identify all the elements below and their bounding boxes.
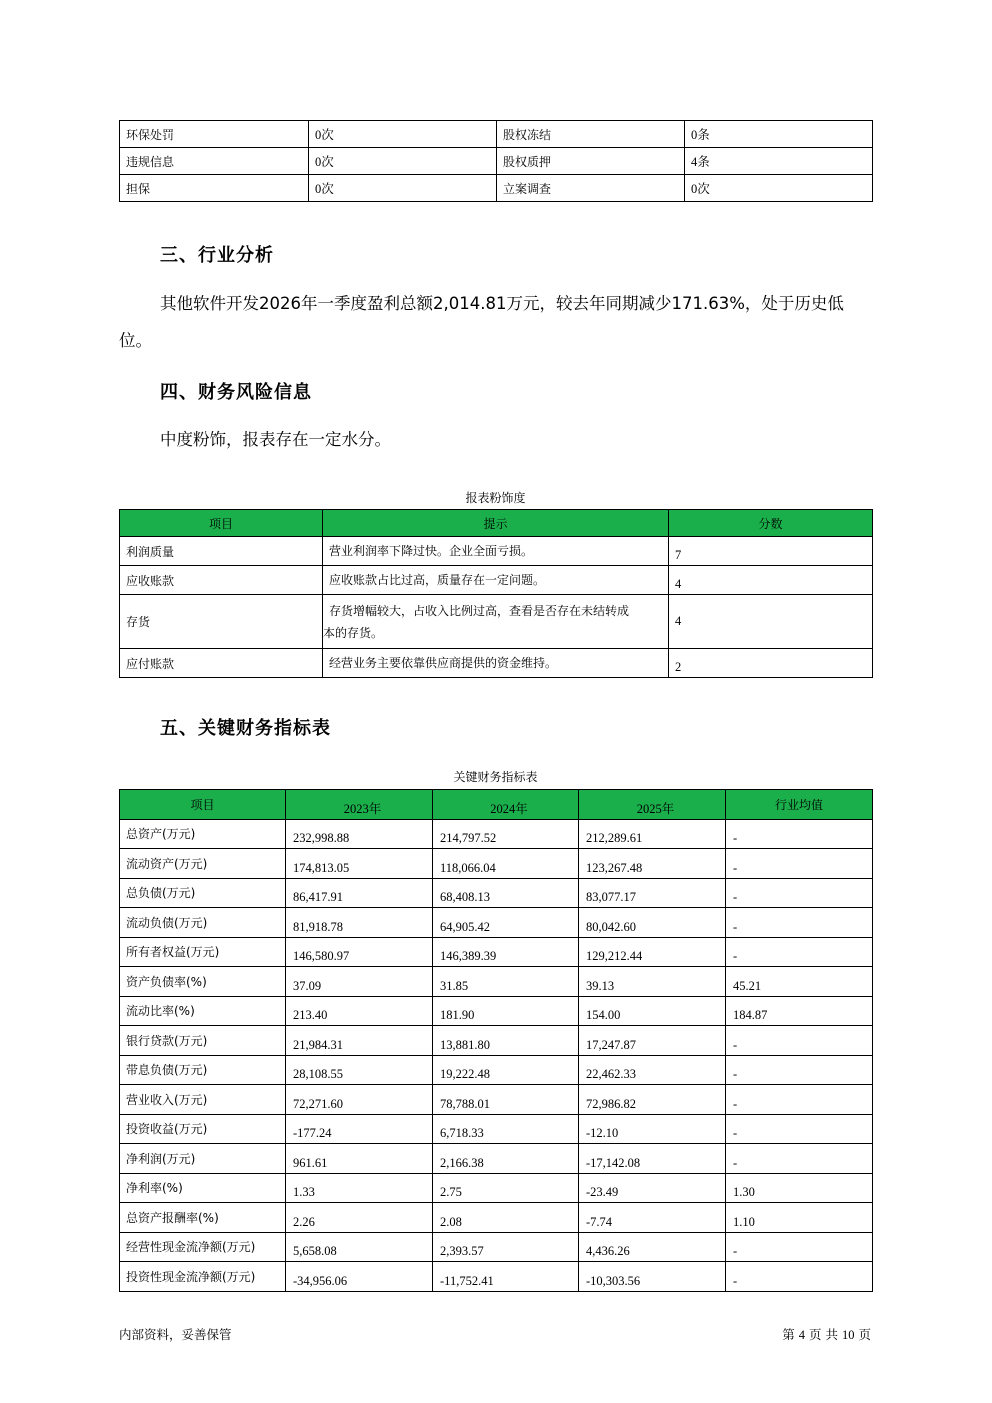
footer-page-number	[782, 1325, 871, 1343]
indicator-label: 营业收入(万元)	[120, 1085, 286, 1115]
risk-item: 存货	[120, 595, 323, 649]
column-header: 提示	[323, 510, 669, 537]
table-row	[120, 566, 873, 595]
indicator-value: 19,222.48	[433, 1055, 579, 1085]
indicator-value: 961.61	[286, 1144, 433, 1174]
info-value: 0次	[309, 148, 497, 175]
info-label: 违规信息	[120, 148, 309, 175]
page-prefix: 第	[782, 1327, 795, 1342]
indicator-value: -7.74	[579, 1203, 726, 1233]
column-header: 行业均值	[726, 790, 873, 820]
indicator-value: -	[726, 819, 873, 849]
indicator-value: -	[726, 937, 873, 967]
info-value: 4条	[685, 148, 873, 175]
column-header: 分数	[669, 510, 873, 537]
indicator-value: 232,998.88	[286, 819, 433, 849]
info-label: 立案调查	[497, 175, 685, 202]
indicator-value: 1.30	[726, 1173, 873, 1203]
indicator-label: 总负债(万元)	[120, 878, 286, 908]
indicator-label: 投资收益(万元)	[120, 1114, 286, 1144]
info-value: 0次	[309, 121, 497, 148]
table-row	[120, 649, 873, 678]
risk-score: 4	[669, 566, 873, 595]
financial-risk-paragraph: 中度粉饰，报表存在一定水分。	[160, 430, 391, 449]
industry-paragraph-line2: 位。	[119, 331, 152, 350]
indicator-value: 129,212.44	[579, 937, 726, 967]
indicator-label: 投资性现金流净额(万元)	[120, 1262, 286, 1292]
section-heading-key-indicators: 五、关键财务指标表	[160, 718, 331, 739]
column-header: 2025年	[579, 790, 726, 820]
indicator-value: 17,247.87	[579, 1026, 726, 1056]
table-row	[120, 595, 873, 649]
risk-event-table	[119, 120, 873, 202]
indicator-label: 总资产(万元)	[120, 819, 286, 849]
risk-score: 4	[669, 595, 873, 649]
indicator-label: 经营性现金流净额(万元)	[120, 1232, 286, 1262]
window-dressing-table	[119, 509, 873, 678]
table-row	[120, 819, 873, 849]
indicator-value: -	[726, 908, 873, 938]
column-header: 项目	[120, 790, 286, 820]
table-row	[120, 937, 873, 967]
table-row	[120, 121, 873, 148]
indicator-value: -17,142.08	[579, 1144, 726, 1174]
indicator-value: 1.10	[726, 1203, 873, 1233]
indicator-value: -	[726, 1114, 873, 1144]
table-caption: 关键财务指标表	[453, 770, 538, 784]
indicator-value: 86,417.91	[286, 878, 433, 908]
section-heading-financial-risk: 四、财务风险信息	[160, 382, 312, 403]
table-row	[120, 1085, 873, 1115]
indicator-value: 28,108.55	[286, 1055, 433, 1085]
indicator-value: -23.49	[579, 1173, 726, 1203]
risk-hint-line: 存货增幅较大，占收入比例过高，查看是否存在未结转成	[329, 603, 630, 618]
page-current: 4	[798, 1328, 806, 1342]
indicator-value: 31.85	[433, 967, 579, 997]
column-header: 2024年	[433, 790, 579, 820]
key-financial-indicators-table	[119, 789, 873, 1292]
indicator-value: 39.13	[579, 967, 726, 997]
indicator-value: -	[726, 1144, 873, 1174]
indicator-value: 80,042.60	[579, 908, 726, 938]
info-value: 0次	[309, 175, 497, 202]
info-label: 股权冻结	[497, 121, 685, 148]
indicator-value: 213.40	[286, 996, 433, 1026]
indicator-value: 2.26	[286, 1203, 433, 1233]
indicator-value: 22,462.33	[579, 1055, 726, 1085]
indicator-value: 5,658.08	[286, 1232, 433, 1262]
risk-hint	[323, 595, 669, 649]
indicator-value: 212,289.61	[579, 819, 726, 849]
info-label: 环保处罚	[120, 121, 309, 148]
indicator-value: -	[726, 1055, 873, 1085]
indicator-label: 资产负债率(%)	[120, 967, 286, 997]
risk-item: 利润质量	[120, 537, 323, 566]
risk-score: 7	[669, 537, 873, 566]
table-row	[120, 1026, 873, 1056]
indicator-label: 净利率(%)	[120, 1173, 286, 1203]
table-row	[120, 148, 873, 175]
indicator-value: 37.09	[286, 967, 433, 997]
table-row	[120, 908, 873, 938]
indicator-value: -	[726, 1026, 873, 1056]
table-row	[120, 1203, 873, 1233]
table-row	[120, 537, 873, 566]
info-label: 股权质押	[497, 148, 685, 175]
table-row	[120, 1055, 873, 1085]
table-header-row	[120, 790, 873, 820]
table-row	[120, 175, 873, 202]
risk-score: 2	[669, 649, 873, 678]
indicator-value: -	[726, 1232, 873, 1262]
risk-hint: 经营业务主要依靠供应商提供的资金维持。	[323, 649, 669, 678]
indicator-label: 流动负债(万元)	[120, 908, 286, 938]
info-value: 0次	[685, 175, 873, 202]
indicator-value: 154.00	[579, 996, 726, 1026]
indicator-value: 81,918.78	[286, 908, 433, 938]
indicator-label: 流动比率(%)	[120, 996, 286, 1026]
page-suffix: 页	[858, 1327, 871, 1342]
indicator-value: -	[726, 849, 873, 879]
indicator-value: 2,393.57	[433, 1232, 579, 1262]
section-heading-industry: 三、行业分析	[160, 245, 274, 266]
page-mid: 页 共	[809, 1327, 839, 1342]
indicator-label: 所有者权益(万元)	[120, 937, 286, 967]
table-caption: 报表粉饰度	[465, 491, 526, 505]
indicator-value: 146,580.97	[286, 937, 433, 967]
indicator-value: 83,077.17	[579, 878, 726, 908]
table-row	[120, 1232, 873, 1262]
table-row	[120, 1173, 873, 1203]
table-row	[120, 967, 873, 997]
table-header-row	[120, 510, 873, 537]
table-row	[120, 996, 873, 1026]
indicator-value: -	[726, 1262, 873, 1292]
indicator-value: 123,267.48	[579, 849, 726, 879]
page-total: 10	[842, 1328, 855, 1342]
indicator-label: 银行贷款(万元)	[120, 1026, 286, 1056]
indicator-value: -	[726, 878, 873, 908]
indicator-value: 214,797.52	[433, 819, 579, 849]
indicator-value: -34,956.06	[286, 1262, 433, 1292]
indicator-value: 181.90	[433, 996, 579, 1026]
table-row	[120, 849, 873, 879]
indicator-value: 72,986.82	[579, 1085, 726, 1115]
indicator-label: 带息负债(万元)	[120, 1055, 286, 1085]
indicator-value: 174,813.05	[286, 849, 433, 879]
indicator-label: 流动资产(万元)	[120, 849, 286, 879]
risk-hint: 应收账款占比过高，质量存在一定问题。	[323, 566, 669, 595]
indicator-value: 21,984.31	[286, 1026, 433, 1056]
indicator-value: 146,389.39	[433, 937, 579, 967]
indicator-value: 118,066.04	[433, 849, 579, 879]
risk-hint: 营业利润率下降过快。企业全面亏损。	[323, 537, 669, 566]
industry-paragraph-line1: 其他软件开发2026年一季度盈利总额2,014.81万元，较去年同期减少171.63%，处于历史低	[160, 294, 844, 313]
indicator-value: -12.10	[579, 1114, 726, 1144]
indicator-value: -177.24	[286, 1114, 433, 1144]
table-row	[120, 1262, 873, 1292]
indicator-value: 1.33	[286, 1173, 433, 1203]
indicator-label: 净利润(万元)	[120, 1144, 286, 1174]
risk-hint-line: 本的存货。	[323, 625, 384, 640]
indicator-value: -11,752.41	[433, 1262, 579, 1292]
info-value: 0条	[685, 121, 873, 148]
table-row	[120, 878, 873, 908]
table-row	[120, 1144, 873, 1174]
risk-item: 应付账款	[120, 649, 323, 678]
indicator-value: 78,788.01	[433, 1085, 579, 1115]
indicator-label: 总资产报酬率(%)	[120, 1203, 286, 1233]
indicator-value: -10,303.56	[579, 1262, 726, 1292]
indicator-value: 4,436.26	[579, 1232, 726, 1262]
indicator-value: 184.87	[726, 996, 873, 1026]
indicator-value: 64,905.42	[433, 908, 579, 938]
indicator-value: -	[726, 1085, 873, 1115]
indicator-value: 45.21	[726, 967, 873, 997]
indicator-value: 2.08	[433, 1203, 579, 1233]
indicator-value: 13,881.80	[433, 1026, 579, 1056]
table-row	[120, 1114, 873, 1144]
footer-confidential-note: 内部资料，妥善保管	[119, 1327, 232, 1342]
risk-item: 应收账款	[120, 566, 323, 595]
indicator-value: 2,166.38	[433, 1144, 579, 1174]
indicator-value: 6,718.33	[433, 1114, 579, 1144]
info-label: 担保	[120, 175, 309, 202]
indicator-value: 68,408.13	[433, 878, 579, 908]
column-header: 2023年	[286, 790, 433, 820]
indicator-value: 2.75	[433, 1173, 579, 1203]
column-header: 项目	[120, 510, 323, 537]
indicator-value: 72,271.60	[286, 1085, 433, 1115]
